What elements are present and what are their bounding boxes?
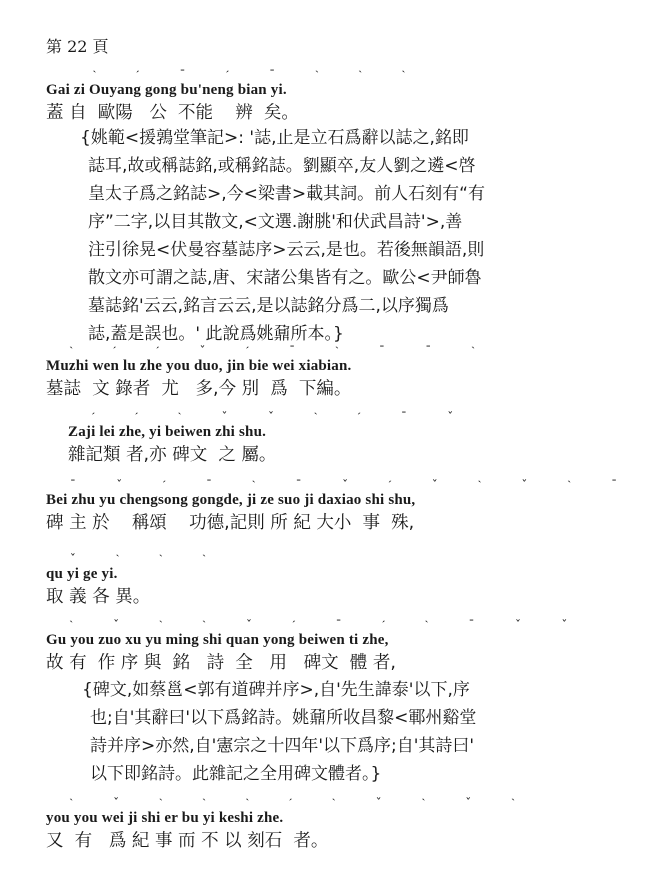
hanzi-line: 墓誌 文 錄者 尤 多,今 別 爲 下編。 <box>46 379 352 399</box>
pinyin-line: Muzhi wen lu zhe you duo, jin bie wei xiabian. <box>46 358 352 374</box>
commentary-line: {碑文,如蔡邕<郭有道碑并序>,自'先生諱泰'以下,序 <box>82 680 470 700</box>
pinyin-line: Gai zi Ouyang gong bu'neng bian yi. <box>46 82 287 98</box>
commentary-line: {姚範<援鶉堂筆記>: '誌,止是立石爲辭以誌之,銘即 <box>80 128 469 148</box>
commentary-line: 也;自'其辭曰'以下爲銘詩。姚鼐所收昌黎<鄆州谿堂 <box>90 708 477 728</box>
verse-line-4 <box>46 480 634 536</box>
tone-marks: ˉ ˇ ˊ ˉ ˋ ˉ ˇ ˊ ˇ ˋ ˇ ˋ ˉ <box>46 478 634 492</box>
pinyin-line: Zaji lei zhe, yi beiwen zhi shu. <box>68 424 267 440</box>
verse-line-5 <box>46 554 222 610</box>
tone-marks: ˋ ˊ ˊ ˇ ˊ ˉ ˋ ˉ ˉ ˋ <box>46 344 492 358</box>
page-number: 第 22 頁 <box>46 37 109 56</box>
verse-line-3 <box>68 412 470 468</box>
hanzi-line: 故 有 作 序 與 銘 詩 全 用 碑文 體 者, <box>46 653 396 673</box>
commentary-line: 皇太子爲之銘誌>,今<梁書>載其詞。前人石刻有“有 <box>88 184 485 204</box>
verse-line-7 <box>46 798 531 854</box>
commentary-line: 注引徐晃<伏曼容墓誌序>云云,是也。若後無韻語,則 <box>88 240 485 260</box>
commentary-line: 散文亦可謂之誌,唐、宋諸公集皆有之。歐公<尹師魯 <box>88 268 482 288</box>
tone-marks: ˇ ˋ ˋ ˋ <box>46 552 223 566</box>
commentary-line: 誌,蓋是誤也。' 此說爲姚鼐所本。} <box>88 324 344 344</box>
tone-marks: ˋ ˇ ˋ ˋ ˇ ˊ ˉ ˊ ˋ ˉ ˇ ˇ <box>46 618 585 632</box>
pinyin-line: Gu you zuo xu yu ming shi quan yong beiwen ti zhe, <box>46 632 389 648</box>
pinyin-line: qu yi ge yi. <box>46 566 118 582</box>
hanzi-line: 又 有 爲 紀 事 而 不 以 刻石 者。 <box>46 831 329 851</box>
commentary-line: 墓誌銘'云云,銘言云云,是以誌銘分爲二,以序獨爲 <box>88 296 449 316</box>
verse-line-2 <box>46 346 491 402</box>
tone-marks: ˋ ˇ ˋ ˋ ˋ ˊ ˋ ˇ ˋ ˇ ˋ <box>46 796 532 810</box>
commentary-line: 以下即銘詩。此雜記之全用碑文體者。} <box>90 764 382 784</box>
hanzi-line: 取 義 各 異。 <box>46 587 151 607</box>
hanzi-line: 雜記類 者,亦 碑文 之 屬。 <box>68 445 277 465</box>
tone-marks: ˊ ˊ ˋ ˇ ˇ ˋ ˊ ˉ ˇ <box>68 410 470 424</box>
hanzi-line: 碑 主 於 稱頌 功德,記則 所 紀 大小 事 殊, <box>46 513 415 533</box>
verse-line-1 <box>46 70 421 126</box>
pinyin-line: Bei zhu yu chengsong gongde, ji ze suo ji daxiao shi shu, <box>46 492 416 508</box>
commentary-line: 詩并序>亦然,自'憲宗之十四年'以下爲序;自'其詩曰' <box>90 736 475 756</box>
commentary-block-1 <box>80 124 485 348</box>
verse-line-6 <box>46 620 584 676</box>
commentary-line: 誌耳,故或稱誌銘,或稱銘誌。劉顯卒,友人劉之遴<啓 <box>88 156 476 176</box>
hanzi-line: 蓋 自 歐陽 公 不能 辨 矣。 <box>46 103 299 123</box>
commentary-line: 序”二字,以目其散文,<文選.謝朓'和伏武昌詩'>,善 <box>88 212 463 232</box>
commentary-block-2 <box>82 676 477 788</box>
pinyin-line: you you wei ji shi er bu yi keshi zhe. <box>46 810 284 826</box>
tone-marks: ˋ ˊ ˉ ˊ ˉ ˋ ˋ ˋ <box>46 68 422 82</box>
